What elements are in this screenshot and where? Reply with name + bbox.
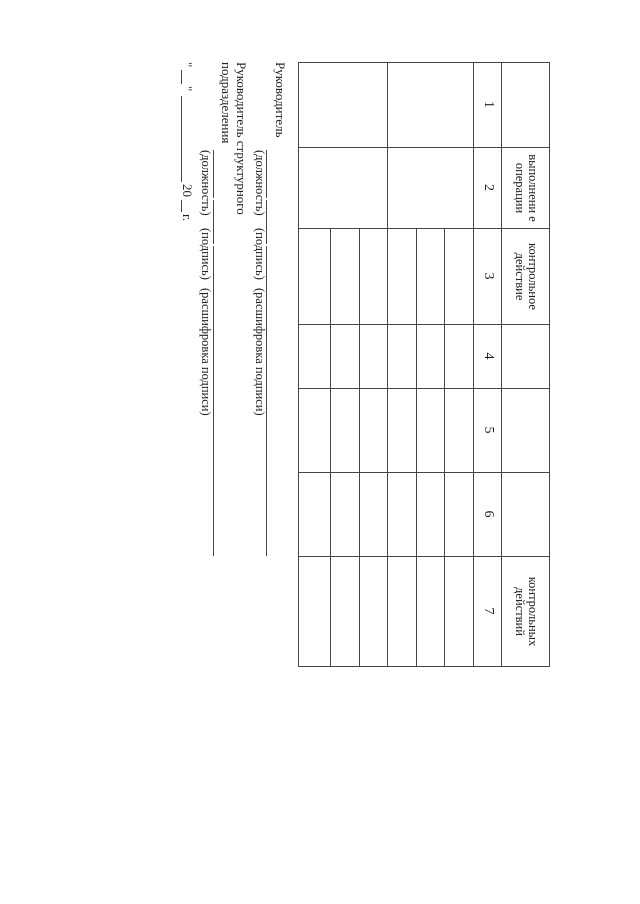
unit-head-label-line1: Руководитель структурного	[234, 62, 249, 215]
date-year-prefix: 20	[180, 184, 195, 197]
form-table	[298, 62, 550, 667]
column-number: 6	[481, 510, 496, 518]
table-row-divider	[387, 62, 388, 666]
header-cell-control-actions: контрольных действий	[513, 576, 540, 647]
column-number: 1	[481, 101, 496, 108]
head-label: Руководитель	[273, 62, 288, 138]
header-cell-control-action: контрольное действие	[513, 243, 540, 310]
table-col-divider	[298, 324, 550, 325]
table-border-left	[298, 62, 550, 63]
table-row-divider	[330, 228, 331, 666]
table-col-divider	[298, 472, 550, 473]
date-quote-open: "	[180, 62, 195, 68]
table-row-divider	[359, 228, 360, 666]
head-decode-caption: (расшифровка подписи)	[253, 288, 267, 416]
head-signature-caption: (подпись)	[253, 228, 267, 280]
header-cell-operation: выполнени е операции	[513, 154, 540, 222]
unit-signature-caption: (подпись)	[199, 228, 213, 280]
table-border-right	[298, 666, 550, 667]
column-number: 4	[481, 352, 496, 360]
date-year-line	[181, 200, 182, 212]
unit-head-label-line2: подразделения	[219, 62, 234, 144]
table-border-bottom	[298, 62, 299, 666]
unit-position-caption: (должность)	[199, 150, 213, 216]
column-number: 5	[481, 426, 496, 434]
date-suffix: г.	[180, 214, 195, 222]
head-position-caption: (должность)	[253, 150, 267, 216]
date-month-line	[181, 96, 182, 182]
unit-signature-line	[213, 200, 214, 244]
table-row-divider	[444, 228, 445, 666]
unit-decode-caption: (расшифровка подписи)	[199, 288, 213, 416]
date-day-line	[181, 70, 182, 84]
column-number: 7	[481, 607, 496, 615]
unit-position-line	[213, 150, 214, 198]
unit-decode-line	[213, 246, 214, 556]
date-quote-close: "	[180, 86, 195, 92]
column-number: 2	[481, 184, 496, 191]
column-number: 3	[481, 272, 496, 280]
table-col-divider	[298, 388, 550, 389]
table-row-divider	[416, 228, 417, 666]
